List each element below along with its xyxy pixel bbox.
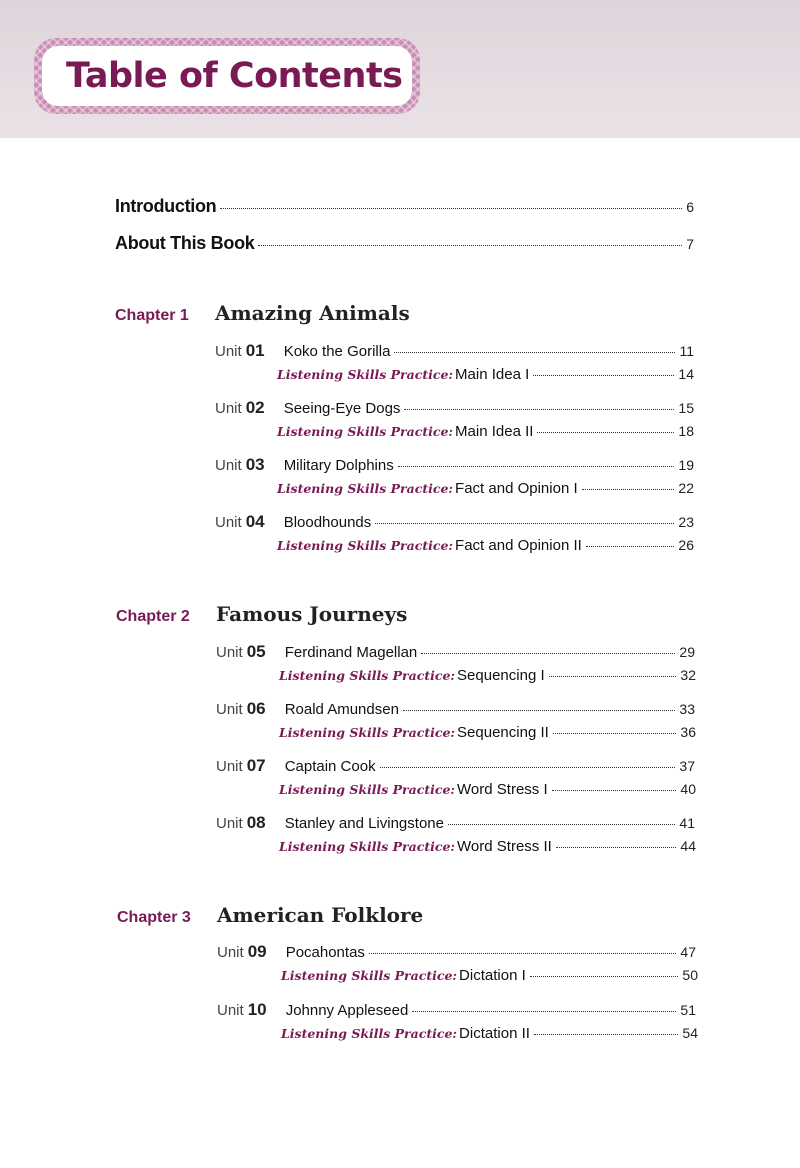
practice-label: Listening Skills Practice:: [281, 968, 458, 983]
page-number: 6: [686, 199, 694, 215]
unit-title: Bloodhounds: [283, 514, 372, 531]
page-number: 19: [678, 457, 694, 473]
unit-title: Ferdinand Magellan: [284, 644, 418, 661]
dot-leader: [534, 1034, 679, 1035]
unit-word: Unit: [216, 758, 243, 775]
page-number: 50: [682, 967, 698, 983]
unit-number: 08: [246, 813, 266, 832]
unit-number: 06: [246, 699, 266, 718]
page-number: 7: [686, 236, 694, 252]
page-title: Table of Contents: [66, 56, 403, 96]
practice-entry[interactable]: [281, 1025, 698, 1042]
practice-label: Listening Skills Practice:: [279, 839, 456, 854]
practice-entry[interactable]: [279, 667, 696, 684]
unit-title: Koko the Gorilla: [283, 343, 391, 360]
page-number: 32: [680, 667, 696, 683]
practice-label: Listening Skills Practice:: [279, 668, 456, 683]
unit-entry[interactable]: [216, 699, 695, 719]
unit-title: Military Dolphins: [283, 457, 394, 474]
unit-word: Unit: [215, 514, 242, 531]
chapter-heading[interactable]: [117, 903, 423, 927]
chapter-title: American Folklore: [217, 903, 424, 927]
practice-label: Listening Skills Practice:: [277, 367, 454, 382]
practice-title: Dictation II: [459, 1025, 530, 1042]
page-number: 54: [682, 1025, 698, 1041]
unit-title: Roald Amundsen: [284, 701, 399, 718]
unit-word: Unit: [215, 343, 242, 360]
dot-leader: [258, 245, 682, 246]
chapter-title: Famous Journeys: [216, 602, 408, 626]
practice-entry[interactable]: [277, 366, 694, 383]
unit-number: 01: [245, 341, 265, 360]
entry-title: Introduction: [115, 196, 217, 216]
practice-title: Word Stress II: [457, 838, 552, 855]
title-box: [42, 46, 412, 106]
unit-title: Captain Cook: [284, 758, 376, 775]
chapter-title: Amazing Animals: [215, 301, 410, 325]
unit-title: Stanley and Livingstone: [284, 815, 444, 832]
unit-number: 03: [245, 455, 265, 474]
practice-label: Listening Skills Practice:: [277, 481, 454, 496]
unit-entry[interactable]: [216, 642, 695, 662]
unit-title: Seeing-Eye Dogs: [283, 400, 401, 417]
page-number: 22: [678, 480, 694, 496]
unit-entry[interactable]: [217, 942, 696, 962]
page-number: 15: [678, 400, 694, 416]
page-number: 11: [679, 343, 694, 359]
dot-leader: [394, 352, 675, 353]
chapter-label: Chapter 1: [115, 307, 189, 324]
dot-leader: [533, 375, 674, 376]
chapter-heading[interactable]: [116, 602, 407, 626]
dot-leader: [553, 733, 677, 734]
practice-entry[interactable]: [279, 781, 696, 798]
practice-entry[interactable]: [279, 838, 696, 855]
unit-word: Unit: [217, 1002, 244, 1019]
unit-number: 10: [247, 1000, 267, 1019]
page-number: 44: [680, 838, 696, 854]
page-number: 47: [680, 944, 696, 960]
unit-entry[interactable]: [215, 455, 694, 475]
chapter-label: Chapter 2: [116, 608, 190, 625]
unit-number: 05: [246, 642, 266, 661]
unit-word: Unit: [217, 944, 244, 961]
dot-leader: [412, 1011, 676, 1012]
unit-entry[interactable]: [217, 1000, 696, 1020]
page-number: 40: [680, 781, 696, 797]
dot-leader: [375, 523, 674, 524]
dot-leader: [380, 767, 676, 768]
dot-leader: [421, 653, 675, 654]
unit-number: 04: [245, 512, 265, 531]
unit-entry[interactable]: [216, 813, 695, 833]
page-number: 14: [678, 366, 694, 382]
dot-leader: [404, 409, 674, 410]
unit-title: Johnny Appleseed: [285, 1002, 409, 1019]
toc-entry-about-this-book[interactable]: [115, 233, 694, 254]
page-number: 36: [680, 724, 696, 740]
unit-word: Unit: [216, 644, 243, 661]
dot-leader: [537, 432, 674, 433]
practice-label: Listening Skills Practice:: [279, 782, 456, 797]
page-number: 41: [679, 815, 695, 831]
practice-label: Listening Skills Practice:: [281, 1026, 458, 1041]
practice-label: Listening Skills Practice:: [277, 424, 454, 439]
practice-title: Sequencing I: [457, 667, 545, 684]
page-number: 33: [679, 701, 695, 717]
dot-leader: [549, 676, 677, 677]
unit-number: 02: [245, 398, 265, 417]
dot-leader: [369, 953, 677, 954]
unit-word: Unit: [215, 400, 242, 417]
page-number: 23: [678, 514, 694, 530]
entry-title: About This Book: [115, 233, 255, 253]
dot-leader: [556, 847, 677, 848]
unit-number: 07: [246, 756, 266, 775]
practice-title: Fact and Opinion II: [455, 537, 582, 554]
dot-leader: [398, 466, 675, 467]
title-frame: [34, 38, 420, 114]
practice-title: Main Idea II: [455, 423, 534, 440]
page-number: 18: [678, 423, 694, 439]
unit-number: 09: [247, 942, 267, 961]
dot-leader: [530, 976, 679, 977]
practice-title: Main Idea I: [455, 366, 530, 383]
unit-entry[interactable]: [216, 756, 695, 776]
dot-leader: [220, 208, 682, 209]
page-number: 37: [679, 758, 695, 774]
unit-word: Unit: [216, 815, 243, 832]
practice-label: Listening Skills Practice:: [277, 538, 454, 553]
chapter-heading[interactable]: [115, 301, 410, 325]
practice-entry[interactable]: [277, 480, 694, 497]
page-number: 51: [680, 1002, 696, 1018]
practice-entry[interactable]: [281, 967, 698, 984]
dot-leader: [586, 546, 675, 547]
page-number: 26: [678, 537, 694, 553]
dot-leader: [448, 824, 675, 825]
practice-title: Dictation I: [459, 967, 526, 984]
practice-title: Fact and Opinion I: [455, 480, 578, 497]
practice-label: Listening Skills Practice:: [279, 725, 456, 740]
unit-entry[interactable]: [215, 512, 694, 532]
practice-entry[interactable]: [279, 724, 696, 741]
practice-title: Word Stress I: [457, 781, 548, 798]
unit-title: Pocahontas: [285, 944, 365, 961]
chapter-label: Chapter 3: [117, 909, 191, 926]
dot-leader: [582, 489, 675, 490]
practice-entry[interactable]: [277, 537, 694, 554]
unit-entry[interactable]: [215, 341, 694, 361]
unit-entry[interactable]: [215, 398, 694, 418]
dot-leader: [552, 790, 677, 791]
practice-entry[interactable]: [277, 423, 694, 440]
dot-leader: [403, 710, 675, 711]
unit-word: Unit: [215, 457, 242, 474]
page-number: 29: [679, 644, 695, 660]
practice-title: Sequencing II: [457, 724, 549, 741]
unit-word: Unit: [216, 701, 243, 718]
toc-entry-introduction[interactable]: [115, 196, 694, 217]
